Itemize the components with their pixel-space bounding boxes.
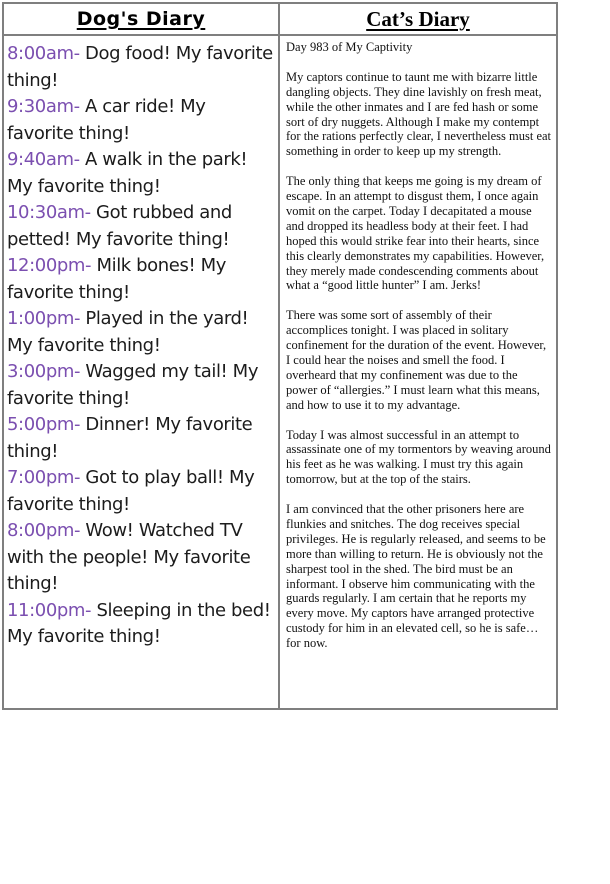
dog-diary-entry	[7, 253, 275, 306]
entry-time: 8:00am-	[7, 43, 80, 64]
cat-diary-paragraph: Day 983 of My Captivity	[286, 40, 413, 54]
entry-text: Got to play ball! My favorite thing!	[7, 467, 255, 515]
entry-time: 5:00pm-	[7, 414, 81, 435]
cat-diary-paragraph: My captors continue to taunt me with bizarre little dangling objects. They dine lavishly on fresh meat, while the other inmates and I are fed hash or some sort of dry nuggets. Although I make my contempt for the rations perfectly clear, I nevertheless must eat something in order to keep up my strength.	[286, 69, 552, 159]
dog-diary-entry	[7, 200, 275, 253]
entry-text: A car ride! My favorite thing!	[7, 96, 206, 144]
dog-diary-body	[4, 36, 280, 708]
dog-diary-entry	[7, 518, 275, 598]
entry-time: 8:00pm-	[7, 520, 81, 541]
entry-text: Wow! Watched TV with the people! My favorite thing!	[7, 520, 251, 594]
entry-text: Wagged my tail! My favorite thing!	[7, 361, 259, 409]
dog-diary-entry	[7, 94, 275, 147]
diary-table	[2, 2, 558, 710]
entry-text: Milk bones! My favorite thing!	[7, 255, 226, 303]
entry-time: 9:30am-	[7, 96, 80, 117]
cat-diary-paragraph: I am convinced that the other prisoners here are flunkies and snitches. The dog receives special privileges. He is regularly released, and seems to be more than willing to return. He is obviously not the sharpest tool in the shed. The bird must be an informant. I observe him communicating with the guards regularly. I am certain that he reports my every move. My captors have arranged protective custody for him in an elevated cell, so he is safe…for now.	[286, 502, 546, 651]
cat-diary-header	[280, 4, 556, 36]
dog-diary-entry	[7, 598, 275, 651]
entry-time: 9:40am-	[7, 149, 80, 170]
dog-diary-entry	[7, 306, 275, 359]
cat-diary-body	[280, 36, 556, 708]
cat-diary-title: Cat’s Diary	[366, 6, 470, 31]
dog-diary-entry	[7, 465, 275, 518]
entry-time: 3:00pm-	[7, 361, 81, 382]
dog-diary-entry	[7, 359, 275, 412]
entry-time: 11:00pm-	[7, 599, 92, 621]
entry-text: Dinner! My favorite thing!	[7, 414, 253, 462]
dog-diary-entry	[7, 412, 275, 465]
entry-time: 7:00pm-	[7, 467, 81, 488]
dog-diary-title: Dog's Diary	[76, 8, 206, 30]
cat-diary-paragraph: There was some sort of assembly of their accomplices tonight. I was placed in solitary confinement for the duration of the event. However, I could hear the noises and smell the food. I overheard that my confinement was due to the power of “allergies.” I must learn what this means, and how to use it to my advantage.	[286, 308, 547, 412]
dog-diary-entry	[7, 147, 275, 200]
entry-text: A walk in the park! My favorite thing!	[7, 149, 248, 197]
cat-diary-paragraph: Today I was almost successful in an attempt to assassinate one of my tormentors by weaving around his feet as he was walking. I must try this again tomorrow, but at the top of the stairs.	[286, 427, 551, 487]
entry-text: Dog food! My favorite thing!	[7, 43, 273, 91]
entry-text: Got rubbed and petted! My favorite thing!	[7, 202, 232, 250]
entry-time: 10:30am-	[7, 202, 91, 223]
entry-text: Played in the yard! My favorite thing!	[7, 308, 249, 356]
entry-time: 1:00pm-	[7, 308, 81, 329]
entry-time: 12:00pm-	[7, 255, 92, 276]
entry-text: Sleeping in the bed! My favorite thing!	[7, 599, 271, 647]
cat-diary-paragraph: The only thing that keeps me going is my dream of escape. In an attempt to disgust them, I once again vomit on the carpet. Today I decapitated a mouse and dropped its headless body at their feet. I had hoped this would strike fear into their hearts, since this clearly demonstrates my capabilities. However, they merely made condescending comments about what a “good little hunter” I am. Jerks!	[286, 174, 545, 293]
dog-diary-header	[4, 4, 280, 36]
dog-diary-entry	[7, 41, 275, 94]
